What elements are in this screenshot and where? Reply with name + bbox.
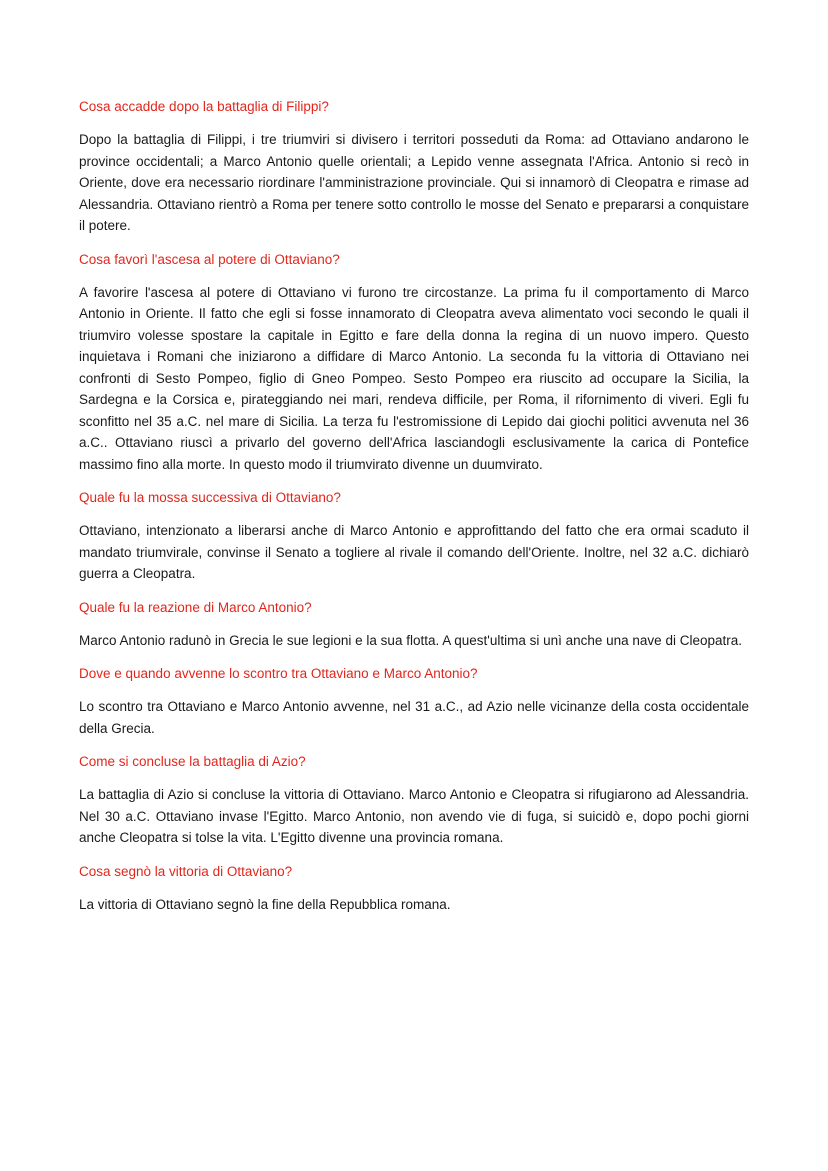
document-page: [79, 96, 749, 927]
answer-paragraph: La battaglia di Azio si concluse la vittoria di Ottaviano. Marco Antonio e Cleopatra si rifugiarono ad Alessandria. Nel 30 a.C. Ottaviano invase l'Egitto. Marco Antonio, non avendo vie di fuga, si suicidò e, dopo pochi giorni anche Cleopatra si tolse la vita. L'Egitto divenne una provincia romana.: [79, 787, 749, 845]
question-heading: Quale fu la reazione di Marco Antonio?: [79, 599, 312, 615]
answer-paragraph: Ottaviano, intenzionato a liberarsi anche di Marco Antonio e approfittando del fatto che era ormai scaduto il mandato triumvirale, convinse il Senato a togliere al rivale il comando dell'Oriente. Inoltre, nel 32 a.C. dichiarò guerra a Cleopatra.: [79, 523, 749, 581]
answer-paragraph: La vittoria di Ottaviano segnò la fine della Repubblica romana.: [79, 896, 451, 912]
answer-paragraph: Marco Antonio radunò in Grecia le sue legioni e la sua flotta. A quest'ultima si unì anche una nave di Cleopatra.: [79, 632, 742, 648]
question-heading: Cosa favorì l'ascesa al potere di Ottaviano?: [79, 251, 340, 267]
answer-paragraph: Lo scontro tra Ottaviano e Marco Antonio avvenne, nel 31 a.C., ad Azio nelle vicinanze della costa occidentale della Grecia.: [79, 699, 749, 736]
question-heading: Cosa segnò la vittoria di Ottaviano?: [79, 863, 293, 879]
question-heading: Cosa accadde dopo la battaglia di Filippi?: [79, 99, 329, 114]
answer-paragraph: Dopo la battaglia di Filippi, i tre triumviri si divisero i territori posseduti da Roma: ad Ottaviano andarono le province occidentali; a Marco Antonio quelle orientali; a Lepido venne assegnata l'Africa. Antonio si recò in Oriente, dove era necessario riordinare l'amministrazione provinciale. Qui si innamorò di Cleopatra e rimase ad Alessandria. Ottaviano rientrò a Roma per tenere sotto controllo le mosse del Senato e prepararsi a conquistare il potere.: [79, 132, 749, 233]
question-heading: Come si concluse la battaglia di Azio?: [79, 754, 306, 769]
question-heading: Quale fu la mossa successiva di Ottaviano?: [79, 490, 341, 505]
question-heading: Dove e quando avvenne lo scontro tra Ottaviano e Marco Antonio?: [79, 666, 478, 681]
answer-paragraph: A favorire l'ascesa al potere di Ottaviano vi furono tre circostanze. La prima fu il comportamento di Marco Antonio in Oriente. Il fatto che egli si fosse innamorato di Cleopatra aveva alimentato voci secondo le quali il triumviro volesse spostare la capitale in Egitto e fare della donna la regina di un nuovo impero. Questo inquietava i Romani che iniziarono a diffidare di Marco Antonio. La seconda fu la vittoria di Ottaviano nei confronti di Sesto Pompeo, figlio di Gneo Pompeo. Sesto Pompeo era riuscito ad occupare la Sicilia, la Sardegna e la Corsica e, pirateggiando nei mari, rendeva difficile, per Roma, il rifornimento di viveri. Egli fu sconfitto nel 35 a.C. nel mare di Sicilia. La terza fu l'estromissione di Lepido dai giochi politici avvenuta nel 36 a.C.. Ottaviano riuscì a privarlo del governo dell'Africa lasciandogli esclusivamente la carica di Pontefice massimo fino alla morte. In questo modo il triumvirato divenne un duumvirato.: [79, 284, 749, 472]
